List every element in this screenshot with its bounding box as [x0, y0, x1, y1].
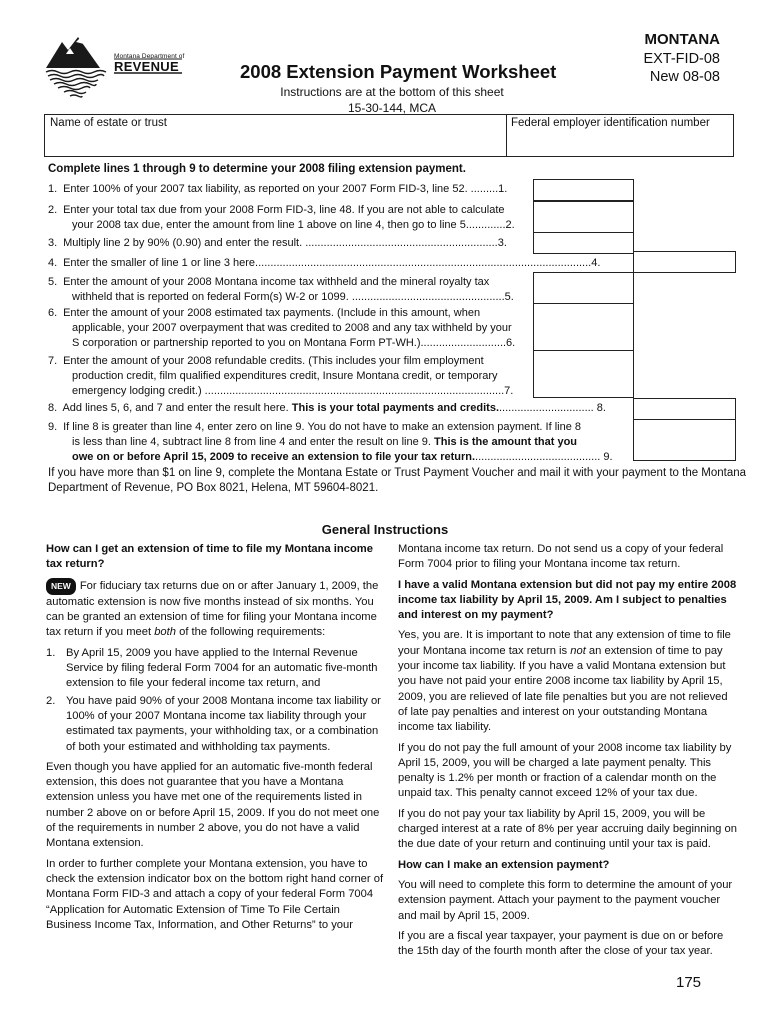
form-revision: New 08-08	[649, 69, 720, 85]
line-5-text: Enter the amount of your 2008 Montana income tax withheld and the mineral royalty tax	[63, 276, 490, 288]
form-number-block	[643, 50, 720, 86]
line-9: 9. If line 8 is greater than line 4, enter zero on line 9. You do not have to make an extension payment. If line 8 is less than line 4, subtract line 8 from line 4 and enter the result on line 9. This is the amount that you owe on or before April 15, 2009 to receive an extension to file your tax return.......................................... 9.	[48, 421, 613, 463]
estate-name-label: Name of estate or trust	[50, 117, 167, 129]
line-7-input[interactable]	[533, 350, 634, 398]
line-3-input[interactable]	[533, 232, 634, 254]
line-6-text: applicable, your 2007 overpayment that was credited to 2008 and any tax withheld by your	[72, 322, 512, 334]
instructions-left-column	[46, 542, 386, 938]
line-7-text: production credit, film qualified expenditures credit, Insure Montana credit, or temporary	[72, 370, 498, 382]
paragraph-fiscal-year: If you are a fiscal year taxpayer, your payment is due on or before the 15th day of the fourth month after the close of your tax year.	[398, 929, 724, 958]
paragraph-payment: You will need to complete this form to determine the amount of your extension payment. Attach your payment to the payment voucher and mail by April 15, 2009.	[398, 878, 733, 922]
requirement-item-1: 1. By April 15, 2009 you have applied to the Internal Revenue Service by filing federal Form 7004 for an automatic five-month extension to file your federal income tax return, and	[46, 646, 378, 690]
paragraph-federal-extension: Even though you have applied for an automatic five-month federal extension, this does not guarantee that you have a Montana extension unless you have met one of the requirements listed in number 2 above on or before April 15, 2009. If you do not meet one of the requirements in number 2 above, you do not have a valid Montana extension.	[46, 760, 380, 850]
paragraph-requirements: NEW For fiduciary tax returns due on or after January 1, 2009, the automatic extension is now five months instead of six months. You can be granted an extension of time for filing your Montana income tax return if you meet both of the following requirements:	[46, 579, 379, 639]
line-8-input[interactable]	[633, 398, 736, 420]
line-1-input[interactable]	[533, 179, 634, 202]
line-1-text: Enter 100% of your 2007 tax liability, as reported on your 2007 Form FID-3, line 52. .........1.	[63, 183, 508, 195]
line-2: 2. Enter your total tax due from your 2008 Form FID-3, line 48. If you are not able to calculate your 2008 tax due, enter the amount from line 1 above on line 4, then go to line 5.............2.	[48, 203, 628, 233]
subtitle-statute: 15-30-144, MCA	[347, 101, 437, 115]
paragraph-do-not-send: Montana income tax return. Do not send us a copy of your federal Form 7004 prior to filing your Montana income tax return.	[398, 543, 724, 571]
paragraph-late-penalty: If you do not pay the full amount of your 2008 income tax liability by April 15, 2009, you will be charged a late payment penalty. This penalty is 1.2% per month or fraction of a calendar month on the unpaid tax. This penalty cannot exceed 12% of your tax due.	[398, 741, 732, 800]
requirement-item-2: 2. You have paid 90% of your 2008 Montana income tax liability or 100% of your 2007 Montana income tax liability through your estimated tax payments, your withholding tax, or a combination of both your estimated and withholding tax payments.	[46, 694, 381, 753]
instructions-right-column	[398, 542, 738, 964]
worksheet-intro: Complete lines 1 through 9 to determine your 2008 filing extension payment.	[48, 163, 466, 175]
new-badge: NEW	[46, 578, 76, 595]
line-6-text: Enter the amount of your 2008 estimated tax payments. (Include in this amount, when	[63, 307, 481, 319]
line-2-text: your 2008 tax due, enter the amount from line 1 above on line 4, then go to line 5.............2.	[72, 219, 515, 231]
line-4-text: Enter the smaller of line 1 or line 3 here..............................................................................................................4.	[63, 257, 601, 269]
paragraph-penalties: Yes, you are. It is important to note that any extension of time to file your Montana income tax return is not an extension of time to pay your income tax liability. If you have a valid Montana extension but you have not paid your entire 2008 income tax liability by April 15, 2009, you are relieved of late file penalties but you are not relieved of late pay penalties and interest on your outstanding Montana income tax liability.	[398, 629, 731, 734]
identification-box	[44, 114, 734, 157]
form-subtitle	[252, 84, 532, 116]
question-payment: How can I make an extension payment?	[398, 858, 610, 871]
line-7: 7. Enter the amount of your 2008 refundable credits. (This includes your film employment production credit, film qualified expenditures credit, Insure Montana credit, or temporary emergency lodging credit.) ..................................................................................................7.	[48, 354, 628, 399]
paragraph-interest: If you do not pay your tax liability by April 15, 2009, you will be charged interest at a rate of 8% per year accruing daily beginning on the due date of your return and continuing until your tax is paid.	[398, 807, 737, 851]
line-3: 3. Multiply line 2 by 90% (0.90) and enter the result. ...............................................................3.	[48, 237, 507, 249]
line-5-input[interactable]	[533, 272, 634, 304]
line-5: 5. Enter the amount of your 2008 Montana income tax withheld and the mineral royalty tax withheld that is reported on federal Form(s) W-2 or 1099. ..................................................5.	[48, 275, 628, 305]
fein-label: Federal employer identification number	[511, 117, 710, 129]
line-5-text: withheld that is reported on federal Form(s) W-2 or 1099. ..................................................5.	[72, 291, 514, 303]
line-3-text: Multiply line 2 by 90% (0.90) and enter the result. ...............................................................3.	[63, 237, 507, 249]
general-instructions-heading: General Instructions	[321, 522, 449, 537]
line-7-text: Enter the amount of your 2008 refundable credits. (This includes your film employment	[63, 355, 484, 367]
line-6-text: S corporation or partnership reported to you on Montana Form PT-WH.)............................6.	[72, 337, 516, 349]
line-6-input[interactable]	[533, 303, 634, 351]
form-title: 2008 Extension Payment Worksheet	[240, 61, 557, 82]
estate-name-input[interactable]	[45, 115, 505, 156]
question-penalties: I have a valid Montana extension but did not pay my entire 2008 income tax liability by April 15, 2009. Am I subject to penalties and interest on my payment?	[398, 578, 737, 622]
line-6: 6. Enter the amount of your 2008 estimated tax payments. (Include in this amount, when applicable, your 2007 overpayment that was credited to 2008 and any tax withheld by your S corporation or partnership reported to you on Montana Form PT-WH.)............................6.	[48, 306, 628, 351]
page-number: 175	[676, 974, 702, 991]
line-1: 1. Enter 100% of your 2007 tax liability, as reported on your 2007 Form FID-3, line 52. .........1.	[48, 183, 508, 195]
form-id: EXT-FID-08	[643, 51, 720, 67]
logo-revenue-text: REVENUE	[114, 59, 179, 74]
line-2-input[interactable]	[533, 200, 634, 233]
line-4-input[interactable]	[633, 251, 736, 273]
subtitle-instructions: Instructions are at the bottom of this sheet	[280, 85, 504, 99]
line-7-text: emergency lodging credit.) ..................................................................................................7.	[72, 385, 514, 397]
state-label: MONTANA	[644, 31, 720, 48]
line-2-text: Enter your total tax due from your 2008 Form FID-3, line 48. If you are not able to calculate	[63, 204, 505, 216]
question-extension: How can I get an extension of time to file my Montana income tax return?	[46, 543, 373, 571]
voucher-note: If you have more than $1 on line 9, complete the Montana Estate or Trust Payment Voucher and mail it with your payment to the Montana Department of Revenue, PO Box 8021, Helena, MT 59604-8021.	[48, 467, 747, 494]
paragraph-attach-7004: In order to further complete your Montana extension, you have to check the extension indicator box on the bottom right hand corner of Montana Form FID-3 and attach a copy of your federal Form 7004 “Application for Automatic Extension of Time To File Certain Business Income Tax, Information, and Other Returns” to your	[46, 857, 384, 931]
line-9-input[interactable]	[633, 419, 736, 461]
fein-input[interactable]	[507, 115, 733, 156]
line-4: 4. Enter the smaller of line 1 or line 3 here..............................................................................................................4.	[48, 257, 601, 269]
logo-department-text: Montana Department of	[114, 53, 185, 60]
line-8: 8. Add lines 5, 6, and 7 and enter the result here. This is your total payments and credits................................ 8.	[48, 402, 606, 414]
